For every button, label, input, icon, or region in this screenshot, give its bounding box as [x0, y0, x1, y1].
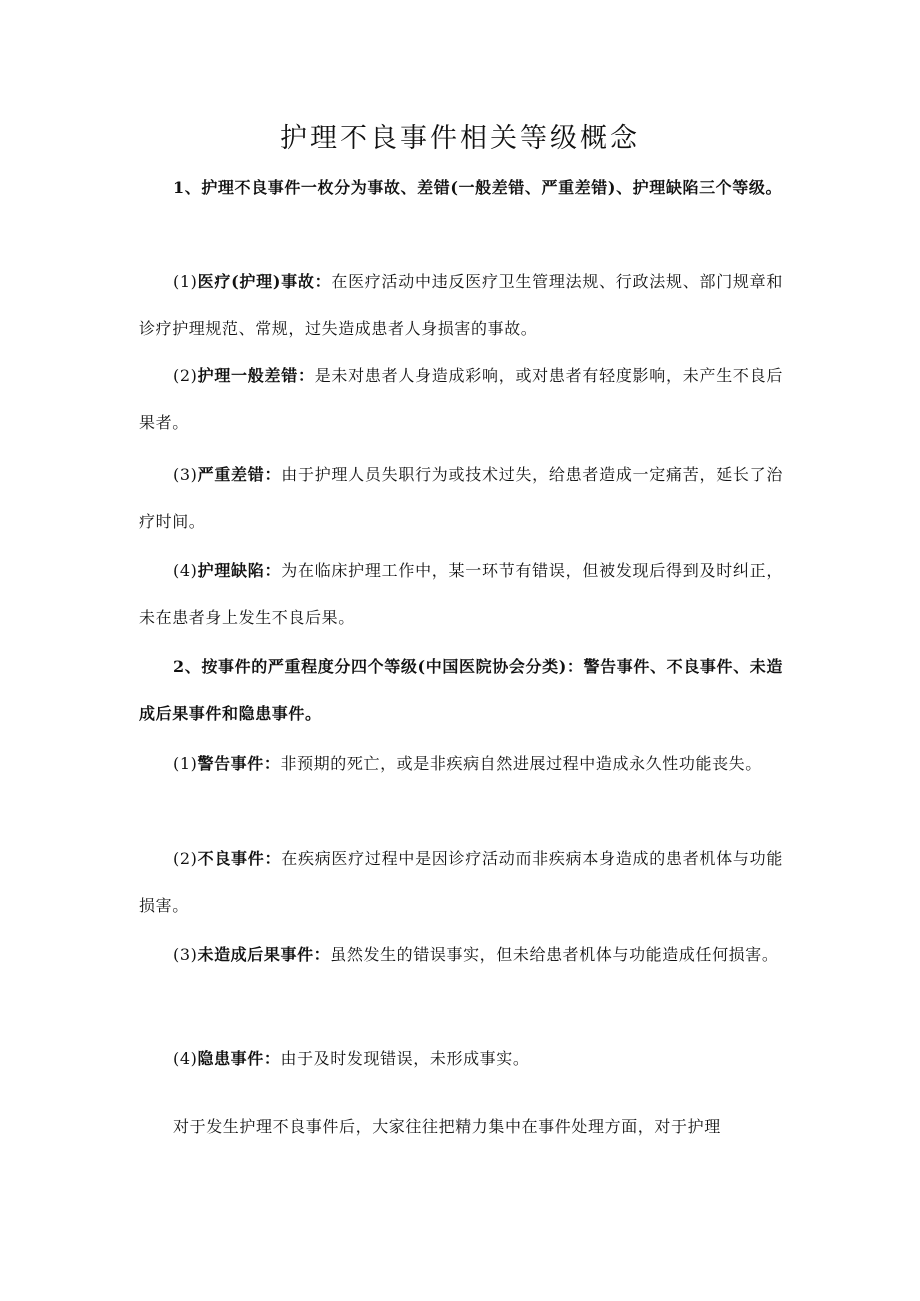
section-2-heading: 2、按事件的严重程度分四个等级(中国医院协会分类)：警告事件、不良事件、未造成后果事件和隐患事件。 [139, 657, 783, 723]
item-label: 护理缺陷： [197, 561, 282, 580]
item-label: 警告事件： [197, 754, 281, 773]
section-1-item-2 [139, 352, 783, 446]
page-title: 护理不良事件相关等级概念 [280, 123, 640, 154]
section-2-item-3 [139, 931, 783, 978]
item-number: (3) [173, 465, 198, 484]
item-text: 为在临床护理工作中，某一环节有错误，但被发现后得到及时纠正，未在患者身上发生不良后果。 [139, 561, 783, 627]
section-2-item-4 [139, 1035, 783, 1082]
item-number: (1) [173, 272, 198, 291]
item-text: 是未对患者人身造成彩响，或对患者有轻度影响，未产生不良后果者。 [139, 366, 783, 432]
item-text: 在医疗活动中违反医疗卫生管理法规、行政法规、部门规章和诊疗护理规范、常规，过失造成患者人身损害的事故。 [139, 272, 783, 338]
item-text: 在疾病医疗过程中是因诊疗活动而非疾病本身造成的患者机体与功能损害。 [139, 849, 783, 915]
item-number: (3) [173, 945, 198, 964]
item-label: 未造成后果事件： [197, 945, 331, 964]
item-number: (1) [173, 754, 198, 773]
item-text: 非预期的死亡，或是非疾病自然进展过程中造成永久性功能丧失。 [280, 754, 762, 773]
item-number: (4) [173, 561, 198, 580]
item-label: 严重差错： [197, 465, 282, 484]
item-label: 医疗(护理)事故： [197, 272, 332, 291]
item-number: (2) [173, 849, 198, 868]
item-text: 由于护理人员失职行为或技术过失，给患者造成一定痛苦，延长了治疗时间。 [139, 465, 783, 531]
item-text: 由于及时发现错误，未形成事实。 [280, 1049, 530, 1068]
item-number: (4) [173, 1049, 198, 1068]
item-number: (2) [173, 366, 198, 385]
section-2-item-2 [139, 835, 783, 929]
section-1-item-1 [139, 258, 783, 352]
item-label: 隐患事件： [197, 1049, 281, 1068]
section-2-item-1 [139, 740, 783, 787]
item-label: 护理一般差错： [197, 366, 315, 385]
item-text: 虽然发生的错误事实，但未给患者机体与功能造成任何损害。 [330, 945, 779, 964]
section-1-heading: 1、护理不良事件一枚分为事故、差错(一般差错、严重差错)、护理缺陷三个等级。 [173, 178, 783, 197]
closing-paragraph: 对于发生护理不良事件后，大家往往把精力集中在事件处理方面，对于护理 [173, 1117, 721, 1136]
section-1-item-4 [139, 547, 783, 641]
item-label: 不良事件： [197, 849, 282, 868]
section-1-item-3 [139, 451, 783, 545]
